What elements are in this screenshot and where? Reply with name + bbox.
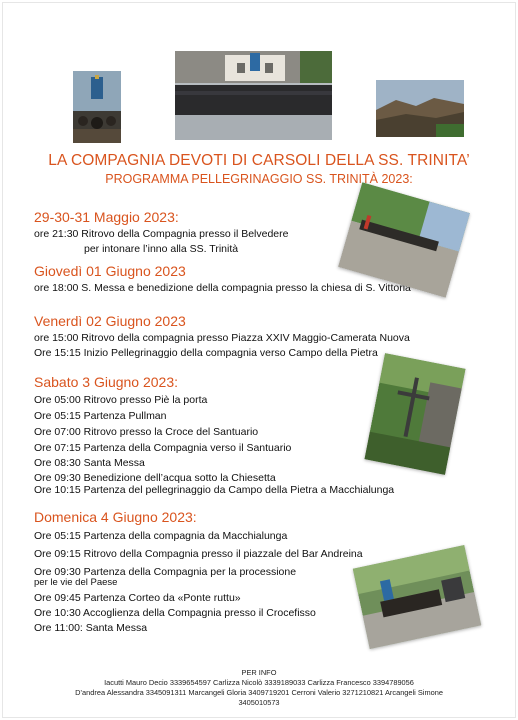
footer-label: PER INFO <box>241 668 277 677</box>
page-title: LA COMPAGNIA DEVOTI DI CARSOLI DELLA SS. TRINITA’ <box>48 152 470 169</box>
schedule-line: Ore 09:30 Partenza della Compagnia per la processione <box>34 566 297 578</box>
schedule-line: Ore 05:15 Partenza della compagnia da Macchialunga <box>34 530 288 542</box>
schedule-line: ore 18:00 S. Messa e benedizione della compagnia presso la chiesa di S. Vittoria <box>34 282 411 294</box>
day-heading-1: 29-30-31 Maggio 2023: <box>34 209 179 225</box>
day-heading-2: Giovedì 01 Giugno 2023 <box>34 263 186 279</box>
banner-photo-left <box>73 71 121 143</box>
footer-contacts-2: D’andrea Alessandra 3345091311 Marcangeli Gloria 3409719201 Cerroni Valerio 3271210821 Arcangeli Simone <box>75 688 443 697</box>
schedule-line: per le vie del Paese <box>34 577 118 588</box>
schedule-line: ore 15:00 Ritrovo della compagnia presso Piazza XXIV Maggio-Camerata Nuova <box>34 332 410 344</box>
schedule-line: Ore 11:00: Santa Messa <box>34 622 148 634</box>
schedule-line: Ore 09:45 Partenza Corteo da «Ponte ruttu» <box>34 592 241 604</box>
schedule-line: per intonare l’inno alla SS. Trinità <box>84 243 239 255</box>
schedule-line: Ore 07:00 Ritrovo presso la Croce del Santuario <box>34 426 259 438</box>
day-heading-5: Domenica 4 Giugno 2023: <box>34 509 197 525</box>
schedule-line: Ore 05:00 Ritrovo presso Piè la porta <box>34 394 208 406</box>
schedule-line: ore 21:30 Ritrovo della Compagnia presso il Belvedere <box>34 228 289 240</box>
schedule-line: Ore 09:30 Benedizione dell’acqua sotto la Chiesetta <box>34 472 276 484</box>
schedule-line: Ore 05:15 Partenza Pullman <box>34 410 167 422</box>
mountain-photo <box>376 80 464 137</box>
day-heading-4: Sabato 3 Giugno 2023: <box>34 374 179 390</box>
schedule-line: Ore 09:15 Ritrovo della Compagnia presso il piazzale del Bar Andreina <box>34 548 363 560</box>
footer-contacts-3: 3405010573 <box>238 698 280 707</box>
day-heading-3: Venerdì 02 Giugno 2023 <box>34 313 186 329</box>
schedule-line: Ore 10:30 Accoglienza della Compagnia presso il Crocefisso <box>34 607 316 619</box>
group-photo <box>175 51 332 140</box>
page-subtitle: PROGRAMMA PELLEGRINAGGIO SS. TRINITÀ 2023: <box>105 172 413 186</box>
footer-contacts-1: Iacutti Mauro Decio 3339654597 Carlizza Nicolò 3339189033 Carlizza Francesco 3394789056 <box>104 678 414 687</box>
schedule-line: Ore 15:15 Inizio Pellegrinaggio della compagnia verso Campo della Pietra <box>34 347 378 359</box>
schedule-line: Ore 07:15 Partenza della Compagnia verso il Santuario <box>34 442 292 454</box>
schedule-line: Ore 08:30 Santa Messa <box>34 457 145 469</box>
schedule-line: Ore 10:15 Partenza del pellegrinaggio da Campo della Pietra a Macchialunga <box>34 484 395 496</box>
